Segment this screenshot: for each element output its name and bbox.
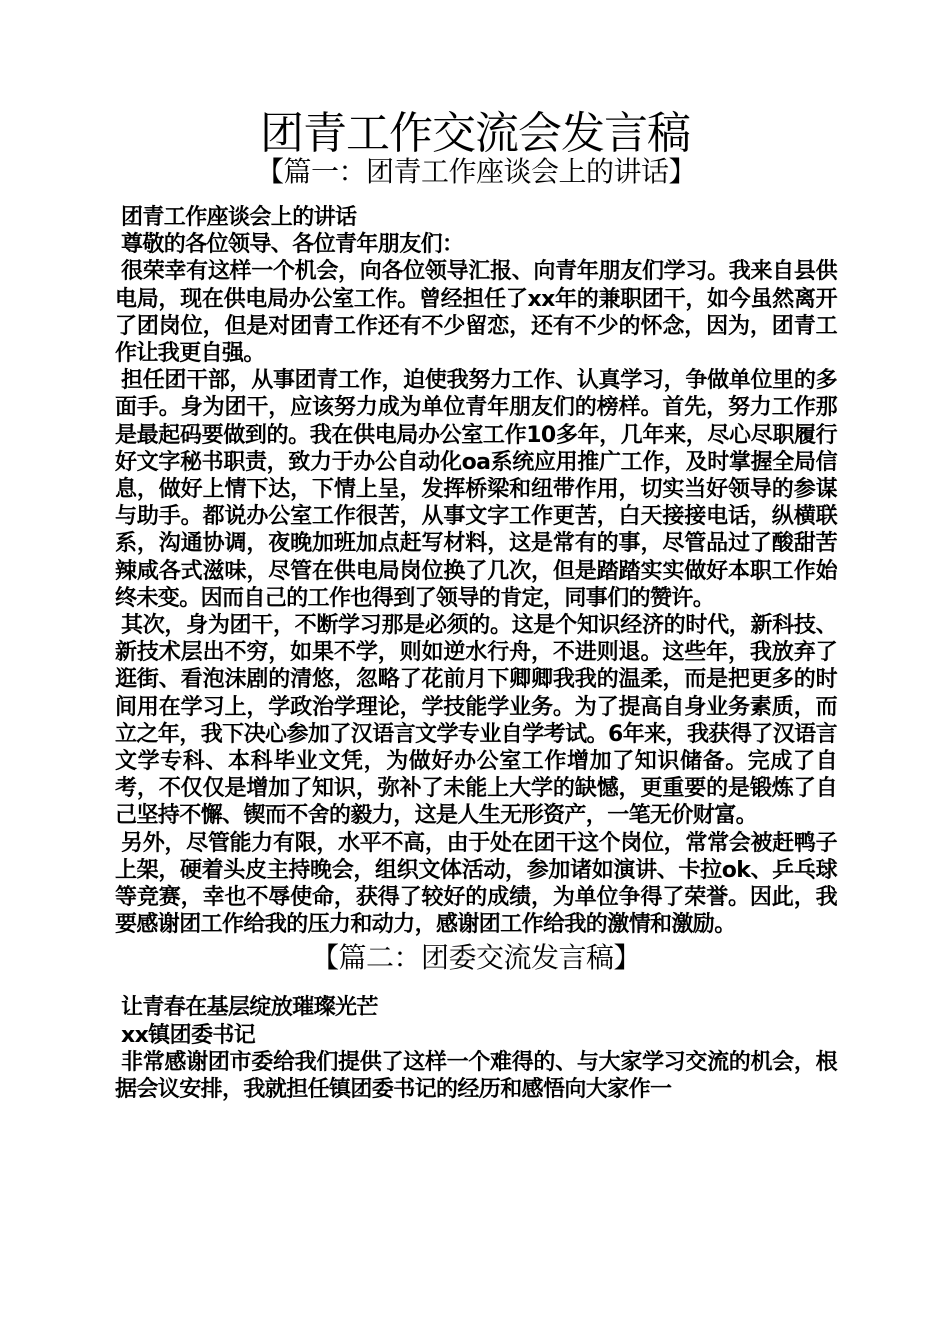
paragraph: 其次，身为团干，不断学习那是必须的。这是个知识经济的时代，新科技、新技术层出不穷，如果不学，则如逆水行舟，不进则退。这些年，我放弃了逛街、看泡沫剧的清悠，忽略了花前月下卿卿我我的温柔，而是把更多的时间用在学习上，学政治学理论，学技能学业务。为了提高自身业务素质，而立之年，我下决心参加了汉语言文学专业自学考试。6年来，我获得了汉语言文学专科、本科毕业文凭，为做好办公室工作增加了知识储备。完成了自考，不仅仅是增加了知识，弥补了未能上大学的缺憾，更重要的是锻炼了自己坚持不懈、锲而不舍的毅力，这是人生无形资产，一笔无价财富。: [115, 613, 837, 829]
paragraph: 团青工作座谈会上的讲话: [121, 205, 357, 230]
paragraph: 很荣幸有这样一个机会，向各位领导汇报、向青年朋友们学习。我来自县供电局，现在供电局办公室工作。曾经担任了xx年的兼职团干，如今虽然离开了团岗位，但是对团青工作还有不少留恋，还有不少的怀念，因为，团青工作让我更自强。: [115, 259, 837, 367]
document-page: [115, 108, 837, 1103]
paragraph: 让青春在基层绽放璀璨光芒: [121, 995, 378, 1021]
paragraph: 担任团干部，从事团青工作，迫使我努力工作、认真学习，争做单位里的多面手。身为团干，应该努力成为单位青年朋友们的榜样。首先，努力工作那是最起码要做到的。我在供电局办公室工作10多年，几年来，尽心尽职履行好文字秘书职责，致力于办公自动化oa系统应用推广工作，及时掌握全局信息，做好上情下达，下情上呈，发挥桥梁和纽带作用，切实当好领导的参谋与助手。都说办公室工作很苦，从事文字工作更苦，白天接接电话，纵横联系，沟通协调，夜晚加班加点赶写材料，这是常有的事，尽管品过了酸甜苦辣咸各式滋味，尽管在供电局岗位换了几次，但是踏踏实实做好本职工作始终未变。因而自己的工作也得到了领导的肯定，同事们的赞许。: [115, 368, 837, 611]
section-2-heading: 【篇二：团委交流发言稿】: [310, 941, 641, 975]
document-title: 团青工作交流会发言稿: [260, 108, 690, 159]
section-1-body: [115, 204, 837, 938]
paragraph: 另外，尽管能力有限，水平不高，由于处在团干这个岗位，常常会被赶鸭子上架，硬着头皮主持晚会，组织文体活动，参加诸如演讲、卡拉ok、乒乓球等竞赛，幸也不辱使命，获得了较好的成绩，为单位争得了荣誉。因此，我要感谢团工作给我的压力和动力，感谢团工作给我的激情和激励。: [115, 830, 837, 938]
section-1-heading: 【篇一：团青工作座谈会上的讲话】: [255, 155, 696, 188]
paragraph: 非常感谢团市委给我们提供了这样一个难得的、与大家学习交流的机会，根据会议安排，我就担任镇团委书记的经历和感悟向大家作一: [115, 1049, 837, 1103]
paragraph: 尊敬的各位领导、各位青年朋友们：: [121, 232, 464, 258]
section-2-body: [115, 994, 837, 1103]
paragraph: xx镇团委书记: [121, 1022, 256, 1048]
